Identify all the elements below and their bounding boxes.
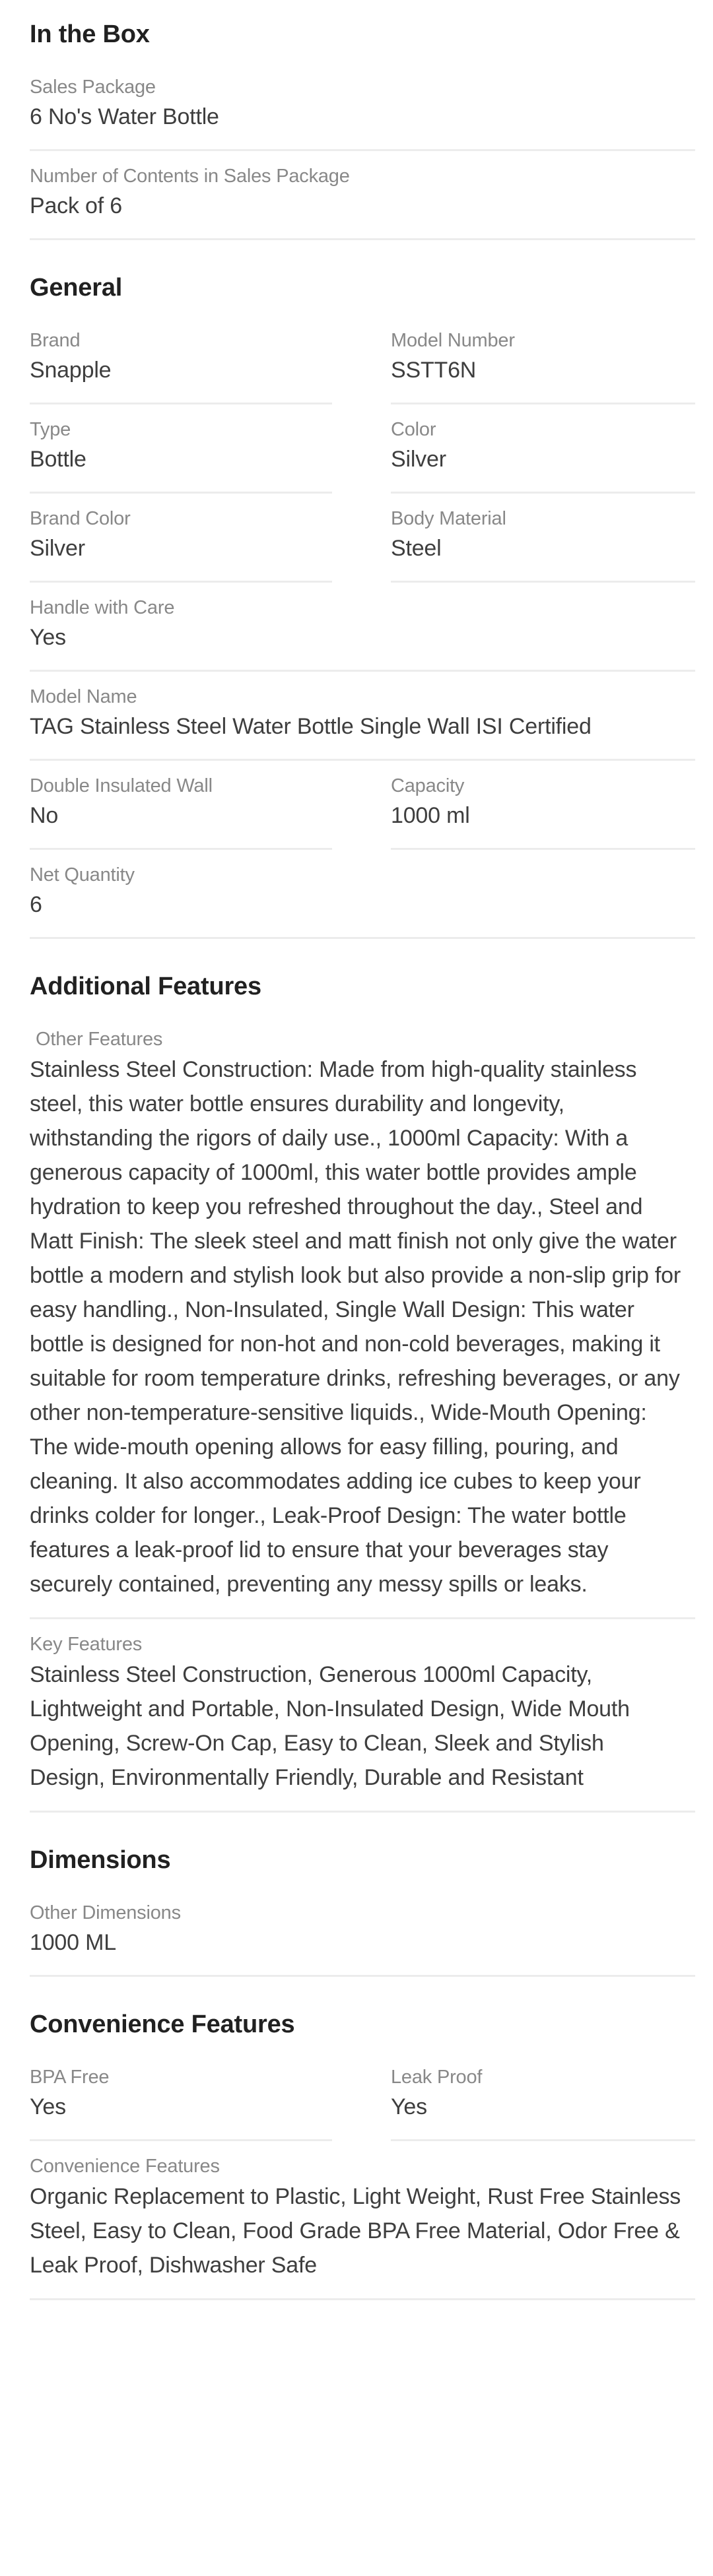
- spec-value: Stainless Steel Construction: Made from high-quality stainless steel, this water bottle ensures durability and longevity, withstanding the rigors of daily use., 1000ml Capacity: With a generous capacity of 1000ml, this water bottle provides ample hydration to keep you refreshed throughout the day., Steel and Matt Finish: The sleek steel and matt finish not only give the water bottle a modern and stylish look but also provide a non-slip grip for easy handling., Non-Insulated, Single Wall Design: This water bottle is designed for non-hot and non-cold beverages, making it suitable for room temperature drinks, refreshing beverages, or any other non-temperature-sensitive liquids., Wide-Mouth Opening: The wide-mouth opening allows for easy filling, pouring, and cleaning. It also accommodates adding ice cubes to keep your drinks colder for longer., Leak-Proof Design: The water bottle features a leak-proof lid to ensure that your beverages stay securely contained, preventing any messy spills or leaks.: [30, 1057, 681, 1597]
- spec-label: Capacity: [391, 775, 465, 796]
- section-title: In the Box: [30, 20, 150, 48]
- spec-row: [30, 850, 695, 939]
- spec-value: Steel: [391, 536, 442, 561]
- spec-value: No: [30, 803, 59, 828]
- spec-value: Yes: [391, 2094, 427, 2119]
- spec-value: Snapple: [30, 358, 112, 383]
- spec-cell-sales-package: [30, 62, 695, 149]
- spec-row: [30, 62, 695, 151]
- spec-value: Organic Replacement to Plastic, Light Weight, Rust Free Stainless Steel, Easy to Clean, Food Grade BPA Free Material, Odor Free & Leak Proof, Dishwasher Safe: [30, 2184, 681, 2278]
- spec-row: [30, 583, 695, 672]
- section-title: General: [30, 274, 123, 302]
- spec-row: [30, 1619, 695, 1813]
- spec-row: [30, 761, 695, 850]
- spec-label: Color: [391, 419, 436, 440]
- section-title: Convenience Features: [30, 2011, 295, 2038]
- spec-value: TAG Stainless Steel Water Bottle Single Wall ISI Certified: [30, 714, 592, 739]
- spec-row: [30, 1888, 695, 1977]
- spec-row: [30, 151, 695, 240]
- spec-label: Type: [30, 419, 71, 440]
- spec-value: Bottle: [30, 447, 86, 472]
- spec-cell-number-of-contents-in-sales-package: [30, 151, 695, 238]
- spec-label: Handle with Care: [30, 597, 175, 618]
- spec-value: Pack of 6: [30, 193, 122, 218]
- spec-label: Model Name: [30, 686, 137, 707]
- spec-label: BPA Free: [30, 2067, 110, 2088]
- spec-cell-bpa-free: [30, 2052, 332, 2141]
- spec-value: SSTT6N: [391, 358, 477, 383]
- spec-cell-color: [391, 404, 695, 494]
- spec-value: Silver: [391, 447, 446, 472]
- spec-label: Body Material: [391, 508, 506, 529]
- spec-cell-brand-color: [30, 494, 332, 583]
- spec-row: [30, 494, 695, 583]
- spec-label: Other Dimensions: [30, 1902, 181, 1923]
- spec-cell-net-quantity: [30, 850, 695, 937]
- spec-label: Key Features: [30, 1634, 143, 1655]
- spec-value: 6: [30, 892, 42, 917]
- spec-label: Brand: [30, 330, 81, 351]
- spec-cell-other-dimensions: [30, 1888, 695, 1975]
- spec-cell-type: [30, 404, 332, 494]
- spec-label: Other Features: [36, 1029, 163, 1050]
- spec-value: Yes: [30, 625, 66, 650]
- section-in-the-box: [30, 17, 695, 240]
- spec-cell-body-material: [391, 494, 695, 583]
- spec-value: Stainless Steel Construction, Generous 1000ml Capacity, Lightweight and Portable, Non-Insulated Design, Wide Mouth Opening, Screw-On Cap, Easy to Clean, Sleek and Stylish Design, Environmentally Friendly, Durable and Resistant: [30, 1662, 630, 1790]
- spec-row: [30, 1014, 695, 1619]
- spec-row: [30, 2052, 695, 2141]
- spec-label: Net Quantity: [30, 864, 135, 886]
- section-additional-features: [30, 939, 695, 1813]
- section-title: Dimensions: [30, 1846, 171, 1874]
- spec-value: Yes: [30, 2094, 66, 2119]
- spec-cell-convenience-features: [30, 2141, 695, 2298]
- section-convenience-features: [30, 1977, 695, 2300]
- spec-label: Number of Contents in Sales Package: [30, 166, 350, 187]
- spec-sections: [30, 17, 695, 2300]
- spec-value: 6 No's Water Bottle: [30, 104, 219, 129]
- spec-cell-model-name: [30, 672, 695, 759]
- spec-cell-brand: [30, 315, 332, 404]
- spec-cell-model-number: [391, 315, 695, 404]
- spec-label: Convenience Features: [30, 2156, 220, 2177]
- section-dimensions: [30, 1813, 695, 1977]
- spec-cell-double-insulated-wall: [30, 761, 332, 850]
- spec-value: 1000 ML: [30, 1930, 116, 1955]
- spec-cell-handle-with-care: [30, 583, 695, 670]
- spec-cell-other-features: [30, 1014, 695, 1617]
- spec-label: Leak Proof: [391, 2067, 483, 2088]
- spec-label: Double Insulated Wall: [30, 775, 213, 796]
- spec-row: [30, 404, 695, 494]
- spec-cell-leak-proof: [391, 2052, 695, 2141]
- spec-label: Model Number: [391, 330, 515, 351]
- spec-row: [30, 315, 695, 404]
- spec-value: Silver: [30, 536, 85, 561]
- spec-cell-key-features: [30, 1619, 695, 1811]
- spec-cell-capacity: [391, 761, 695, 850]
- spec-row: [30, 2141, 695, 2300]
- spec-label: Brand Color: [30, 508, 131, 529]
- section-title: Additional Features: [30, 973, 261, 1000]
- spec-row: [30, 672, 695, 761]
- spec-value: 1000 ml: [391, 803, 470, 828]
- spec-label: Sales Package: [30, 77, 156, 98]
- section-general: [30, 240, 695, 939]
